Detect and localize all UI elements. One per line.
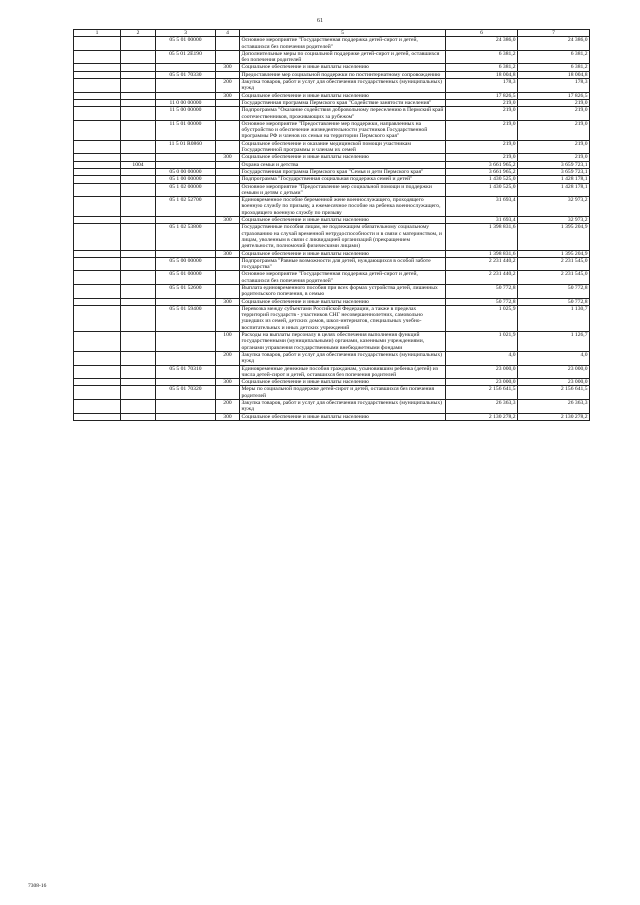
table-row xyxy=(74,250,590,257)
section-cell xyxy=(74,140,121,154)
amount-year1-cell: 1 021,9 xyxy=(446,332,518,352)
amount-year2-cell: 2 231 545,0 xyxy=(518,271,590,285)
amount-year2-cell: 219,0 xyxy=(518,99,590,106)
amount-year2-cell: 26 363,3 xyxy=(518,400,590,414)
description-cell: Подпрограмма "Равные возможности для детей, нуждающихся в особой заботе государства" xyxy=(240,257,446,271)
target-article-cell: 05 5 01 59400 xyxy=(156,305,216,331)
table-row xyxy=(74,168,590,175)
table-row xyxy=(74,351,590,365)
table-row xyxy=(74,64,590,71)
subsection-cell xyxy=(121,71,156,78)
subsection-cell xyxy=(121,413,156,420)
amount-year1-cell: 1 430 525,0 xyxy=(446,176,518,183)
target-article-cell: 05 0 00 00000 xyxy=(156,168,216,175)
table-row xyxy=(74,154,590,161)
amount-year1-cell: 6 381,2 xyxy=(446,64,518,71)
description-cell: Расходы на выплаты персоналу в целях обеспечения выполнения функций государственными (муниципальными) органами, казенными учреждениями, органами управления государственными внебюджетными фондами xyxy=(240,332,446,352)
amount-year1-cell: 178,3 xyxy=(446,79,518,93)
section-cell xyxy=(74,176,121,183)
expense-type-cell xyxy=(216,168,240,175)
subsection-cell xyxy=(121,79,156,93)
target-article-cell xyxy=(156,400,216,414)
header-cell: 2 xyxy=(121,30,156,37)
document-code: 7308-16 xyxy=(28,883,47,889)
amount-year1-cell: 26 363,3 xyxy=(446,400,518,414)
amount-year1-cell: 3 661 965,2 xyxy=(446,161,518,168)
expense-type-cell xyxy=(216,107,240,121)
table-row xyxy=(74,50,590,64)
target-article-cell: 05 5 01 70310 xyxy=(156,365,216,379)
amount-year1-cell: 18 004,8 xyxy=(446,71,518,78)
amount-year2-cell: 1 126,7 xyxy=(518,332,590,352)
table-row xyxy=(74,257,590,271)
table-row xyxy=(74,107,590,121)
amount-year1-cell: 219,0 xyxy=(446,154,518,161)
amount-year2-cell: 6 381,2 xyxy=(518,50,590,64)
expense-type-cell: 200 xyxy=(216,351,240,365)
amount-year1-cell: 1 398 831,6 xyxy=(446,250,518,257)
expense-type-cell xyxy=(216,183,240,197)
amount-year1-cell: 23 000,0 xyxy=(446,379,518,386)
section-cell xyxy=(74,107,121,121)
amount-year2-cell: 23 000,0 xyxy=(518,379,590,386)
section-cell xyxy=(74,183,121,197)
section-cell xyxy=(74,400,121,414)
expense-type-cell: 100 xyxy=(216,332,240,352)
amount-year1-cell: 1 025,9 xyxy=(446,305,518,331)
table-row xyxy=(74,224,590,250)
section-cell xyxy=(74,305,121,331)
expense-type-cell xyxy=(216,224,240,250)
section-cell xyxy=(74,351,121,365)
section-cell xyxy=(74,224,121,250)
target-article-cell xyxy=(156,298,216,305)
section-cell xyxy=(74,250,121,257)
amount-year2-cell: 219,0 xyxy=(518,154,590,161)
expense-type-cell: 200 xyxy=(216,79,240,93)
amount-year1-cell: 3 661 965,2 xyxy=(446,168,518,175)
subsection-cell xyxy=(121,250,156,257)
description-cell: Социальное обеспечение и иные выплаты населению xyxy=(240,154,446,161)
table-row xyxy=(74,386,590,400)
section-cell xyxy=(74,37,121,51)
target-article-cell xyxy=(156,250,216,257)
subsection-cell xyxy=(121,257,156,271)
expense-type-cell xyxy=(216,197,240,217)
target-article-cell xyxy=(156,161,216,168)
section-cell xyxy=(74,332,121,352)
subsection-cell xyxy=(121,64,156,71)
amount-year2-cell: 6 381,2 xyxy=(518,64,590,71)
section-cell xyxy=(74,120,121,140)
amount-year2-cell: 1 395 204,9 xyxy=(518,224,590,250)
amount-year2-cell: 219,0 xyxy=(518,107,590,121)
target-article-cell: 05 5 01 00000 xyxy=(156,37,216,51)
description-cell: Социальное обеспечение и иные выплаты населению xyxy=(240,92,446,99)
target-article-cell xyxy=(156,64,216,71)
section-cell xyxy=(74,64,121,71)
amount-year2-cell: 23 000,0 xyxy=(518,365,590,379)
target-article-cell: 05 1 02 52700 xyxy=(156,197,216,217)
amount-year2-cell: 32 973,2 xyxy=(518,197,590,217)
table-row xyxy=(74,99,590,106)
amount-year2-cell: 50 772,8 xyxy=(518,298,590,305)
section-cell xyxy=(74,71,121,78)
amount-year2-cell: 1 428 178,1 xyxy=(518,183,590,197)
subsection-cell xyxy=(121,284,156,298)
target-article-cell xyxy=(156,379,216,386)
amount-year1-cell: 17 826,5 xyxy=(446,92,518,99)
amount-year1-cell: 4,0 xyxy=(446,351,518,365)
amount-year1-cell: 24 386,0 xyxy=(446,37,518,51)
amount-year2-cell: 2 130 278,2 xyxy=(518,413,590,420)
target-article-cell: 05 1 00 00000 xyxy=(156,176,216,183)
section-cell xyxy=(74,50,121,64)
description-cell: Государственная программа Пермского края "Содействие занятости населения" xyxy=(240,99,446,106)
table-row xyxy=(74,79,590,93)
amount-year1-cell: 219,0 xyxy=(446,140,518,154)
expense-type-cell xyxy=(216,37,240,51)
expense-type-cell xyxy=(216,99,240,106)
subsection-cell xyxy=(121,92,156,99)
amount-year1-cell: 23 000,0 xyxy=(446,365,518,379)
target-article-cell xyxy=(156,332,216,352)
amount-year2-cell: 24 386,0 xyxy=(518,37,590,51)
table-row xyxy=(74,71,590,78)
target-article-cell: 05 5 01 52600 xyxy=(156,284,216,298)
expense-type-cell xyxy=(216,120,240,140)
description-cell: Меры по социальной поддержке детей-сирот и детей, оставшихся без попечения родителей xyxy=(240,386,446,400)
table-row xyxy=(74,284,590,298)
description-cell: Дополнительные меры по социальной поддержке детей-сирот и детей, оставшихся без попечения родителей xyxy=(240,50,446,64)
table-row xyxy=(74,183,590,197)
description-cell: Государственная программа Пермского края "Семья и дети Пермского края" xyxy=(240,168,446,175)
description-cell: Предоставление мер социальной поддержки по постинтернатному сопровождению xyxy=(240,71,446,78)
amount-year1-cell: 50 772,8 xyxy=(446,298,518,305)
header-cell: 3 xyxy=(156,30,216,37)
expense-type-cell xyxy=(216,140,240,154)
target-article-cell: 05 1 02 00000 xyxy=(156,183,216,197)
target-article-cell xyxy=(156,154,216,161)
amount-year2-cell: 2 156 641,5 xyxy=(518,386,590,400)
description-cell: Социальное обеспечение и иные выплаты населению xyxy=(240,217,446,224)
table-row xyxy=(74,217,590,224)
table-row xyxy=(74,332,590,352)
subsection-cell xyxy=(121,351,156,365)
table-row xyxy=(74,176,590,183)
target-article-cell: 11 5 00 00000 xyxy=(156,107,216,121)
description-cell: Социальное обеспечение и иные выплаты населению xyxy=(240,379,446,386)
target-article-cell xyxy=(156,217,216,224)
table-header-row xyxy=(74,30,590,37)
amount-year1-cell: 1 430 525,0 xyxy=(446,183,518,197)
table-row xyxy=(74,305,590,331)
description-cell: Основное мероприятие "Предоставление мер поддержки, направленных на обустройство и обеспечение жизнедеятельности участников Государственной программы РФ и членов их семьи на территории Пермского края" xyxy=(240,120,446,140)
subsection-cell xyxy=(121,183,156,197)
table-row xyxy=(74,400,590,414)
subsection-cell xyxy=(121,365,156,379)
description-cell: Перевозка между субъектами Российской Федерации, а также в пределах территорий государств - участников СНГ несовершеннолетних, самовольно ушедших из семей, детских домов, школ-интернатов, специальных учебно-воспитательных и иных детских учреждений xyxy=(240,305,446,331)
expense-type-cell xyxy=(216,271,240,285)
expense-type-cell: 300 xyxy=(216,64,240,71)
subsection-cell xyxy=(121,99,156,106)
header-cell: 1 xyxy=(74,30,121,37)
description-cell: Единовременные денежные пособия гражданам, усыновившим ребенка (детей) из числа детей-сирот и детей, оставшихся без попечения родителей xyxy=(240,365,446,379)
page-number: 61 xyxy=(317,18,323,24)
subsection-cell xyxy=(121,140,156,154)
target-article-cell: 05 1 02 53800 xyxy=(156,224,216,250)
table-row xyxy=(74,298,590,305)
amount-year2-cell: 32 973,2 xyxy=(518,217,590,224)
table-row xyxy=(74,120,590,140)
table-row xyxy=(74,365,590,379)
description-cell: Единовременное пособие беременной жене военнослужащего, проходящего военную службу по призыву, а ежемесячное пособие на ребенка военнослужащего, проходящего военную службу по призыву xyxy=(240,197,446,217)
description-cell: Основное мероприятие "Государственная поддержка детей-сирот и детей, оставшихся без попечения родителей" xyxy=(240,37,446,51)
description-cell: Выплата единовременного пособия при всех формах устройства детей, лишенных родительского попечения, в семью xyxy=(240,284,446,298)
expense-type-cell: 300 xyxy=(216,92,240,99)
subsection-cell xyxy=(121,197,156,217)
amount-year2-cell: 2 231 545,0 xyxy=(518,257,590,271)
header-cell: 6 xyxy=(446,30,518,37)
section-cell xyxy=(74,365,121,379)
target-article-cell: 05 5 00 00000 xyxy=(156,257,216,271)
amount-year1-cell: 2 231 440,2 xyxy=(446,271,518,285)
description-cell: Подпрограмма "Оказание содействия добровольному переселению в Пермский край соотечественников, проживающих за рубежом" xyxy=(240,107,446,121)
budget-table xyxy=(73,29,590,421)
expense-type-cell xyxy=(216,365,240,379)
subsection-cell xyxy=(121,298,156,305)
subsection-cell xyxy=(121,107,156,121)
table-row xyxy=(74,92,590,99)
section-cell xyxy=(74,161,121,168)
expense-type-cell: 300 xyxy=(216,217,240,224)
expense-type-cell xyxy=(216,71,240,78)
amount-year2-cell: 18 004,8 xyxy=(518,71,590,78)
amount-year2-cell: 1 130,7 xyxy=(518,305,590,331)
section-cell xyxy=(74,168,121,175)
section-cell xyxy=(74,298,121,305)
table-row xyxy=(74,197,590,217)
expense-type-cell xyxy=(216,50,240,64)
header-cell: 5 xyxy=(240,30,446,37)
description-cell: Социальное обеспечение и оказание медицинской помощи участникам Государственной программы и членам их семей xyxy=(240,140,446,154)
section-cell xyxy=(74,379,121,386)
table-row xyxy=(74,413,590,420)
subsection-cell xyxy=(121,271,156,285)
expense-type-cell: 300 xyxy=(216,250,240,257)
target-article-cell: 05 5 01 70320 xyxy=(156,386,216,400)
target-article-cell xyxy=(156,92,216,99)
description-cell: Социальное обеспечение и иные выплаты населению xyxy=(240,298,446,305)
target-article-cell: 11 5 01 00000 xyxy=(156,120,216,140)
amount-year2-cell: 219,0 xyxy=(518,140,590,154)
description-cell: Закупка товаров, работ и услуг для обеспечения государственных (муниципальных) нужд xyxy=(240,400,446,414)
expense-type-cell xyxy=(216,284,240,298)
description-cell: Основное мероприятие "Государственная поддержка детей-сирот и детей, оставшихся без попечения родителей" xyxy=(240,271,446,285)
section-cell xyxy=(74,79,121,93)
amount-year2-cell: 3 659 723,1 xyxy=(518,161,590,168)
amount-year2-cell: 1 428 178,1 xyxy=(518,176,590,183)
amount-year1-cell: 31 693,4 xyxy=(446,217,518,224)
amount-year1-cell: 219,0 xyxy=(446,107,518,121)
section-cell xyxy=(74,217,121,224)
subsection-cell xyxy=(121,224,156,250)
expense-type-cell: 300 xyxy=(216,379,240,386)
section-cell xyxy=(74,284,121,298)
subsection-cell xyxy=(121,176,156,183)
target-article-cell: 05 5 01 70330 xyxy=(156,71,216,78)
expense-type-cell: 300 xyxy=(216,413,240,420)
target-article-cell: 11 0 00 00000 xyxy=(156,99,216,106)
table-row xyxy=(74,379,590,386)
section-cell xyxy=(74,271,121,285)
amount-year2-cell: 4,0 xyxy=(518,351,590,365)
amount-year1-cell: 31 693,4 xyxy=(446,197,518,217)
expense-type-cell: 300 xyxy=(216,298,240,305)
subsection-cell xyxy=(121,217,156,224)
subsection-cell xyxy=(121,332,156,352)
section-cell xyxy=(74,92,121,99)
description-cell: Основное мероприятие "Предоставление мер социальной помощи и поддержки семьям и детям с детьми" xyxy=(240,183,446,197)
header-cell: 7 xyxy=(518,30,590,37)
section-cell xyxy=(74,413,121,420)
amount-year2-cell: 219,0 xyxy=(518,120,590,140)
expense-type-cell: 300 xyxy=(216,154,240,161)
section-cell xyxy=(74,99,121,106)
target-article-cell xyxy=(156,413,216,420)
target-article-cell xyxy=(156,79,216,93)
subsection-cell xyxy=(121,50,156,64)
description-cell: Социальное обеспечение и иные выплаты населению xyxy=(240,413,446,420)
expense-type-cell: 200 xyxy=(216,400,240,414)
table-row xyxy=(74,37,590,51)
section-cell xyxy=(74,154,121,161)
description-cell: Социальное обеспечение и иные выплаты населению xyxy=(240,64,446,71)
section-cell xyxy=(74,197,121,217)
description-cell: Закупка товаров, работ и услуг для обеспечения государственных (муниципальных) нужд xyxy=(240,351,446,365)
expense-type-cell xyxy=(216,161,240,168)
amount-year1-cell: 2 130 278,2 xyxy=(446,413,518,420)
expense-type-cell xyxy=(216,305,240,331)
description-cell: Государственные пособия лицам, не подлежащим обязательному социальному страхованию на случай временной нетрудоспособности и в связи с материнством, и лицам, уволенным в связи с ликвидацией организаций (прекращением деятельности, полномочий физическими лицами) xyxy=(240,224,446,250)
subsection-cell xyxy=(121,168,156,175)
table-row xyxy=(74,140,590,154)
subsection-cell xyxy=(121,154,156,161)
amount-year2-cell: 1 395 204,9 xyxy=(518,250,590,257)
description-cell: Социальное обеспечение и иные выплаты населению xyxy=(240,250,446,257)
amount-year2-cell: 3 659 723,1 xyxy=(518,168,590,175)
section-cell xyxy=(74,386,121,400)
subsection-cell xyxy=(121,400,156,414)
header-cell: 4 xyxy=(216,30,240,37)
amount-year1-cell: 219,0 xyxy=(446,99,518,106)
amount-year1-cell: 6 381,2 xyxy=(446,50,518,64)
amount-year1-cell: 50 772,8 xyxy=(446,284,518,298)
target-article-cell xyxy=(156,351,216,365)
amount-year1-cell: 1 398 831,6 xyxy=(446,224,518,250)
expense-type-cell xyxy=(216,257,240,271)
expense-type-cell xyxy=(216,386,240,400)
target-article-cell: 05 5 01 2Е190 xyxy=(156,50,216,64)
description-cell: Подпрограмма "Государственная социальная поддержка семей и детей" xyxy=(240,176,446,183)
amount-year1-cell: 2 231 440,2 xyxy=(446,257,518,271)
expense-type-cell xyxy=(216,176,240,183)
table-row xyxy=(74,161,590,168)
subsection-cell xyxy=(121,305,156,331)
amount-year2-cell: 17 826,5 xyxy=(518,92,590,99)
amount-year1-cell: 2 156 641,5 xyxy=(446,386,518,400)
subsection-cell xyxy=(121,386,156,400)
section-cell xyxy=(74,257,121,271)
amount-year2-cell: 178,3 xyxy=(518,79,590,93)
description-cell: Закупка товаров, работ и услуг для обеспечения государственных (муниципальных) нужд xyxy=(240,79,446,93)
subsection-cell xyxy=(121,37,156,51)
description-cell: Охрана семьи и детства xyxy=(240,161,446,168)
table-row xyxy=(74,271,590,285)
amount-year1-cell: 219,0 xyxy=(446,120,518,140)
target-article-cell: 11 5 01 R0860 xyxy=(156,140,216,154)
target-article-cell: 05 5 01 00000 xyxy=(156,271,216,285)
subsection-cell xyxy=(121,120,156,140)
subsection-cell xyxy=(121,379,156,386)
subsection-cell: 1004 xyxy=(121,161,156,168)
amount-year2-cell: 50 772,8 xyxy=(518,284,590,298)
